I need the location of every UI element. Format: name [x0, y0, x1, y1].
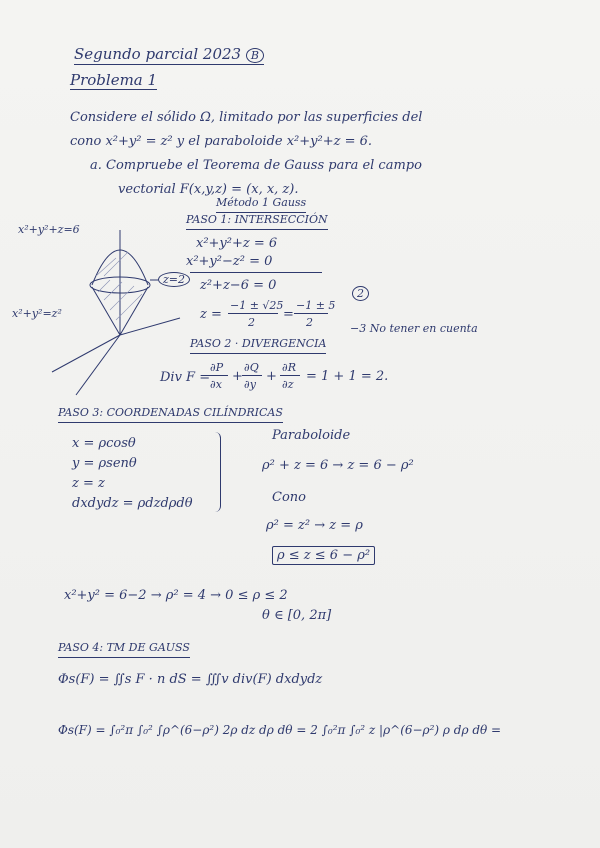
variant-badge: B	[246, 48, 264, 63]
partial-p: ∂P	[210, 361, 224, 374]
cyl-y: y = ρsenθ	[72, 456, 137, 471]
quad-equals: =	[283, 307, 294, 322]
step1-eq-1: x²+y²+z = 6	[196, 236, 278, 251]
quad-lhs: z =	[200, 307, 222, 322]
paraboloid-title: Paraboloide	[272, 428, 351, 443]
quad-denominator-2: 2	[306, 316, 313, 329]
root-circled: 2	[352, 286, 369, 301]
title-text: Segundo parcial 2023	[74, 45, 242, 63]
quad-numerator-2: −1 ± 5	[296, 299, 336, 312]
x-axis	[52, 335, 120, 372]
cone-title: Cono	[272, 490, 306, 505]
cyl-z: z = z	[72, 476, 105, 491]
radius-eq: x²+y² = 6−2 → ρ² = 4 → 0 ≤ ρ ≤ 2	[64, 588, 288, 603]
method-title: Método 1 Gauss	[216, 195, 306, 213]
label-cone: x²+y²=z²	[12, 307, 62, 320]
quad-numerator: −1 ± √25	[230, 299, 284, 312]
cyl-jacobian: dxdydz = ρdzdρdθ	[72, 496, 193, 511]
gauss-definition: Φs(F) = ∬s F · n dS = ∭v div(F) dxdydz	[58, 672, 323, 687]
sketch-lines	[52, 230, 180, 395]
div-lhs: Div F =	[160, 370, 211, 385]
step4-title: PASO 4: TM DE GAUSS	[58, 640, 190, 658]
paraboloid-eq: ρ² + z = 6 → z = 6 − ρ²	[262, 458, 414, 473]
part-a-line-2: vectorial F(x,y,z) = (x, x, z).	[118, 182, 299, 197]
step1-eq-2: x²+y²−z² = 0	[186, 254, 273, 269]
partial-z: ∂z	[282, 378, 294, 391]
partial-q: ∂Q	[244, 361, 259, 374]
quad-denominator: 2	[248, 316, 255, 329]
axis-extension	[76, 335, 120, 395]
plus-2: +	[266, 369, 277, 384]
step2-title: PASO 2 · DIVERGENCIA	[190, 336, 326, 354]
theta-bounds: θ ∈ [0, 2π]	[262, 608, 332, 623]
label-plane: z=2	[158, 272, 190, 287]
label-paraboloid: x²+y²+z=6	[18, 223, 80, 236]
cyl-x: x = ρcosθ	[72, 436, 136, 451]
gauss-integral: Φs(F) = ∫₀²π ∫₀² ∫ρ^(6−ρ²) 2ρ dz dρ dθ = 2 ∫₀²π ∫₀² z |ρ^(6−ρ²) ρ dρ dθ =	[58, 723, 502, 737]
z-bounds-box: ρ ≤ z ≤ 6 − ρ²	[272, 546, 375, 565]
part-a-line-1: a. Compruebe el Teorema de Gauss para el campo	[90, 158, 422, 173]
step3-title: PASO 3: COORDENADAS CILÍNDRICAS	[58, 405, 283, 423]
statement-line-1: Considere el sólido Ω, limitado por las superficies del	[70, 110, 423, 125]
system-brace	[214, 432, 221, 512]
partial-r: ∂R	[282, 361, 296, 374]
problem-heading: Problema 1	[70, 71, 158, 89]
partial-x: ∂x	[210, 378, 222, 391]
root-discarded: −3 No tener en cuenta	[350, 322, 478, 335]
div-result: = 1 + 1 = 2.	[306, 369, 389, 384]
partial-y: ∂y	[244, 378, 256, 391]
statement-line-2: cono x²+y² = z² y el paraboloide x²+y²+z = 6.	[70, 134, 373, 149]
cone-edge-left	[92, 287, 120, 335]
step1-sum: z²+z−6 = 0	[200, 278, 277, 293]
plus-1: +	[232, 369, 243, 384]
cone-eq: ρ² = z² → z = ρ	[266, 518, 363, 533]
step1-title: PASO 1: INTERSECCIÓN	[186, 212, 328, 230]
